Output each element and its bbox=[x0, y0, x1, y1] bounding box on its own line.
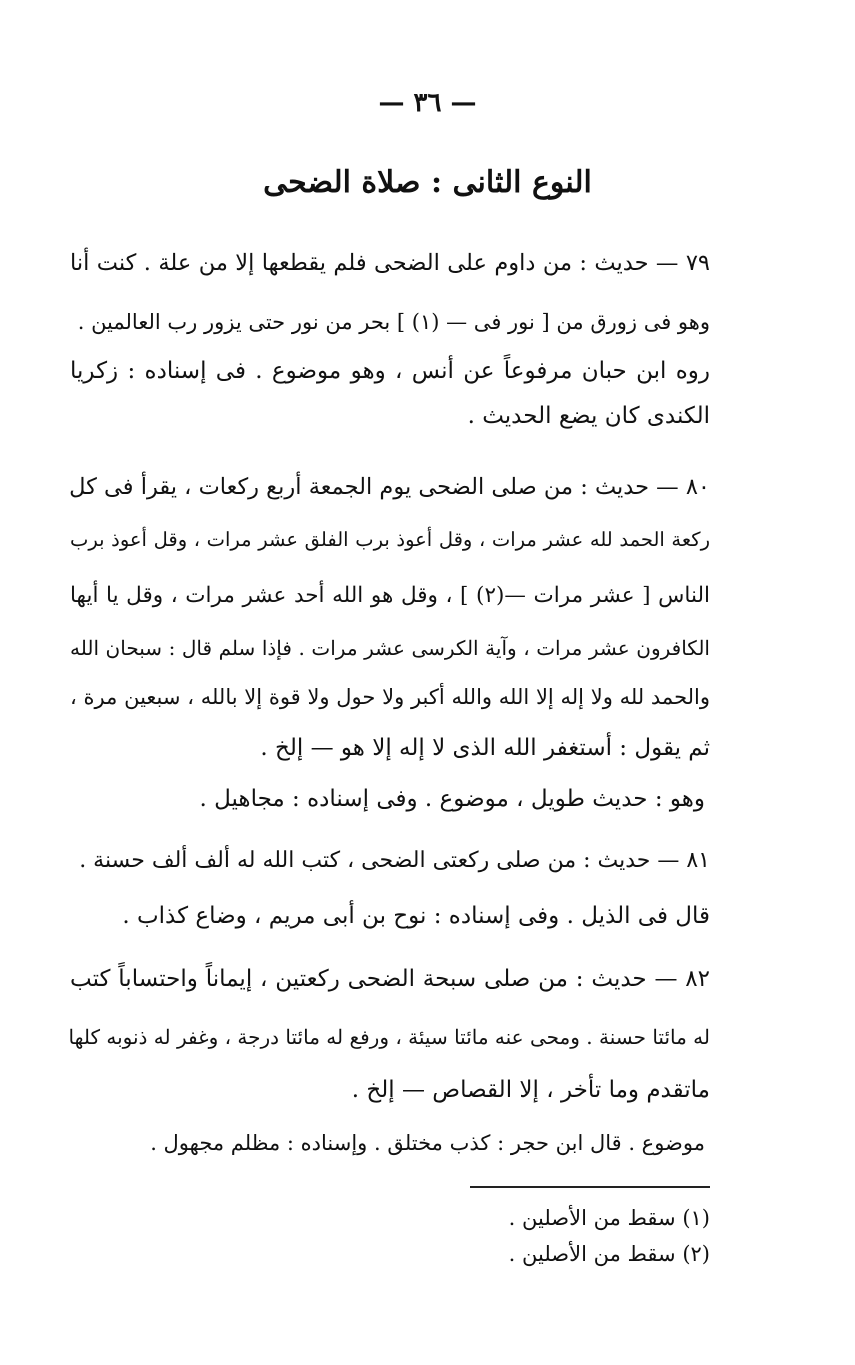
text-line: ٨١ — حديث : من صلى ركعتى الضحى ، كتب الله له ألف ألف حسنة . bbox=[79, 848, 710, 873]
footnote-divider bbox=[470, 1186, 710, 1188]
footnote: (٢) سقط من الأصلين . bbox=[508, 1242, 710, 1266]
text-line: ثم يقول : أستغفر الله الذى لا إله إلا هو — إلخ . bbox=[260, 735, 710, 761]
section-heading: النوع الثانى : صلاة الضحى bbox=[263, 165, 592, 200]
text-line: ٧٩ — حديث : من داوم على الضحى فلم يقطعها إلا من علة . كنت أنا bbox=[70, 250, 710, 276]
text-line: موضوع . قال ابن حجر : كذب مختلق . وإسناده : مظلم مجهول . bbox=[150, 1131, 705, 1155]
text-line: ركعة الحمد لله عشر مرات ، وقل أعوذ برب الفلق عشر مرات ، وقل أعوذ برب bbox=[70, 528, 710, 551]
text-line: الكافرون عشر مرات ، وآية الكرسى عشر مرات . فإذا سلم قال : سبحان الله bbox=[70, 636, 710, 660]
text-line: قال فى الذيل . وفى إسناده : نوح بن أبى مريم ، وضاع كذاب . bbox=[122, 903, 710, 929]
text-line: ٨٢ — حديث : من صلى سبحة الضحى ركعتين ، إيماناً واحتساباً كتب bbox=[70, 966, 710, 992]
footnote: (١) سقط من الأصلين . bbox=[508, 1206, 710, 1230]
text-line: ٨٠ — حديث : من صلى الضحى يوم الجمعة أربع ركعات ، يقرأ فى كل bbox=[69, 474, 710, 500]
text-line: الناس [ عشر مرات —(٢) ] ، وقل هو الله أحد عشر مرات ، وقل يا أيها bbox=[70, 583, 710, 608]
text-line: ماتقدم وما تأخر ، إلا القصاص — إلخ . bbox=[351, 1077, 710, 1103]
text-line: له مائتا حسنة . ومحى عنه مائتا سيئة ، ورفع له مائتا درجة ، وغفر له ذنوبه كلها bbox=[68, 1025, 710, 1049]
page-number: — ٣٦ — bbox=[378, 88, 477, 118]
text-line: وهو : حديث طويل ، موضوع . وفى إسناده : مجاهيل . bbox=[199, 786, 705, 812]
text-line: روه ابن حبان مرفوعاً عن أنس ، وهو موضوع . فى إسناده : زكريا bbox=[70, 358, 710, 384]
text-line: وهو فى زورق من [ نور فى — (١) ] بحر من نور حتى يزور رب العالمين . bbox=[77, 310, 710, 334]
text-line: الكندى كان يضع الحديث . bbox=[467, 403, 710, 429]
text-line: والحمد لله ولا إله إلا الله والله أكبر ولا حول ولا قوة إلا بالله ، سبعين مرة ، bbox=[70, 685, 710, 709]
